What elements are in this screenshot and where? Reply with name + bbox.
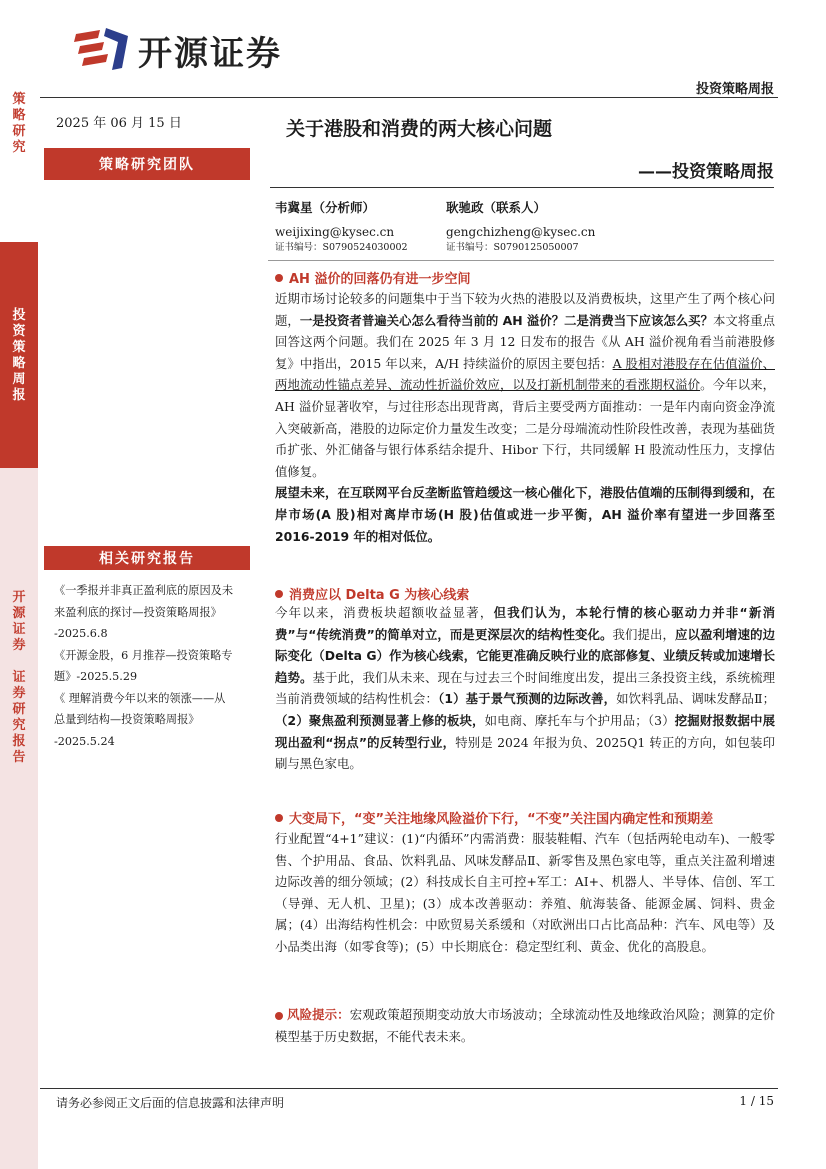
related-report-line[interactable]: 总量到结构—投资策略周报》	[54, 713, 200, 726]
bullet-dot-icon	[275, 590, 283, 598]
strip-char: 究	[12, 718, 26, 733]
strip-char: 策	[12, 92, 26, 107]
body-bold-text: 一是投资者普遍关心怎么看待当前的 AH 溢价？二是消费当下应该怎么买？	[299, 312, 713, 328]
footer-disclaimer[interactable]: 请务必参阅正文后面的信息披露和法律声明	[56, 1096, 285, 1110]
strip-char: 策	[12, 340, 26, 355]
section-heading	[275, 808, 713, 827]
strip-char: 开	[12, 590, 26, 605]
section-heading	[275, 268, 470, 287]
related-report-line[interactable]: 来盈利底的探讨—投资策略周报》	[54, 605, 222, 619]
strip-char: 证	[12, 622, 26, 637]
body-text: 本文将重点回答这两个问题。我们在 2025 年 3 月 12 日发布的报告《从 AH 溢价视角看当前港股修复》中指出，2015 年以来，A/H 持续溢价的原因主要包括：	[275, 312, 775, 371]
body-bold-text: （1）基于景气预测的边际改善，	[438, 691, 617, 707]
risk-text: 宏观政策超预期变动放大市场波动；全球流动性及地缘政治风险；测算的定价模型基于历史数据，不能代表未来。	[275, 1007, 776, 1044]
body-bold-text: 应以盈利增速的边际变化（Delta G）作为核心线索，它能更准确反映行业的底部修复、业绩反转或加速增长趋势。	[275, 626, 775, 685]
bullet-dot-icon	[275, 1012, 283, 1020]
body-bold-text: （2）聚焦盈利预测显著上修的板块，	[275, 712, 485, 728]
related-report-line[interactable]: 《开源金股，6 月推荐—投资策略专	[54, 648, 233, 662]
related-report-line: 题》-2025.5.29	[54, 670, 138, 683]
brand-logo	[74, 26, 314, 74]
related-reports-list	[54, 580, 254, 752]
report-date: 2025 年 06 月 15 日	[56, 116, 182, 131]
section-heading-text: 消费应以 Delta G 为核心线索	[289, 588, 470, 603]
related-report-line[interactable]: 《 理解消费今年以来的领涨——从	[54, 691, 226, 705]
strip-char: 略	[12, 108, 26, 123]
body-underlined-text: A 股相对港股存在估值溢价、两地流动性锚点差异、流动性折溢价效应，以及打新机制带来的看涨期权溢价	[275, 355, 775, 393]
body-text: 如饮料乳品、调味发酵品Ⅱ；	[616, 691, 776, 707]
left-side-strip	[0, 88, 38, 1169]
body-text: 。今年以来，AH 溢价显著收窄，与过往形态出现背离，背后主要受两方面推动：一是年内南向资金净流入突破新高，港股的边际定价力量发生改变；二是分母端流动性阶段性改善，表现为基础货币扩张、外汇储备与银行体系结余提升、Hibor 下行，共同缓解 H 股流动性压力，支撑估值修复。	[275, 377, 776, 479]
section-heading	[275, 584, 469, 603]
author-name: 耿驰政（联系人）	[446, 200, 547, 215]
related-reports-label: 相关研究报告	[44, 546, 250, 570]
body-text: 今年以来，消费板块超额收益显著，	[275, 605, 494, 620]
body-text: 近期市场讨论较多的问题集中于当下较为火热的港股以及消费板块，这里产生了两个核心问题，	[275, 291, 775, 328]
report-title: 关于港股和消费的两大核心问题	[286, 118, 553, 140]
strip-char: 周	[12, 372, 26, 387]
strip-char: 告	[12, 750, 26, 765]
body-bold-text: 展望未来，在互联网平台反垄断监管趋缓这一核心催化下，港股估值端的压制得到缓和，在岸市场(A 股)相对离岸市场(H 股)估值或进一步平衡，AH 溢价率有望进一步回落至 2016-2019 年的相对低位。	[275, 485, 775, 544]
strip-char: 券	[12, 638, 26, 653]
body-bold-text: 挖掘财报数据中展现出盈利“拐点”的反转型行业，	[275, 712, 776, 750]
body-bold-text: 但我们认为，本轮行情的核心驱动力并非“新消费”与“传统消费”的简单对立，而是更深层次的结构性变化。	[275, 605, 775, 642]
strip-char: 源	[12, 606, 26, 621]
author-cert: 证书编号：S0790125050007	[446, 242, 579, 253]
strip-char: 究	[12, 140, 26, 155]
body-text: 我们提出，	[612, 626, 676, 642]
strip-char: 略	[12, 356, 26, 371]
strip-char: 报	[12, 734, 26, 749]
strip-char	[17, 654, 22, 670]
strip-mid-label	[0, 242, 38, 468]
section-heading-text: AH 溢价的回落仍有进一步空间	[289, 272, 471, 287]
author-block	[275, 200, 408, 256]
section-heading-text: 大变局下，“变”关注地缘风险溢价下行，“不变”关注国内确定性和预期差	[289, 812, 714, 827]
bullet-dot-icon	[275, 274, 283, 282]
author-email[interactable]: gengchizheng@kysec.cn	[446, 225, 596, 239]
strip-char: 研	[12, 124, 26, 139]
strip-char: 研	[12, 702, 26, 717]
authors-divider	[268, 260, 774, 261]
related-report-line: -2025.6.8	[54, 627, 108, 640]
body-text: 基于此，我们从未来、现在与过去三个时间维度出发，提出三条投资主线，系统梳理当前消费领域的结构性机会：	[275, 669, 776, 707]
footer-divider	[40, 1088, 778, 1089]
report-subtitle: ——投资策略周报	[638, 162, 774, 182]
kaiyuan-logo-icon	[74, 28, 130, 72]
team-label: 策略研究团队	[44, 148, 250, 180]
strip-char: 券	[12, 686, 26, 701]
risk-label: 风险提示：	[287, 1007, 350, 1022]
body-text: 如电商、摩托车与个护用品；（3）	[484, 712, 675, 728]
related-report-line[interactable]: 《一季报并非真正盈利底的原因及未	[54, 584, 234, 597]
strip-bottom-label	[0, 468, 38, 1169]
section-paragraph	[275, 288, 775, 547]
bullet-dot-icon	[275, 814, 283, 822]
brand-name: 开源证券	[138, 33, 282, 74]
body-text: 特别是 2024 年报为负、2025Q1 转正的方向，如包装印刷与黑色家电。	[275, 734, 775, 772]
page-number: 1 / 15	[739, 1094, 774, 1108]
strip-char: 证	[12, 670, 26, 685]
section-paragraph	[275, 602, 775, 775]
body-text: 行业配置“4+1”建议：(1)“内循环”内需消费：服装鞋帽、汽车（包括两轮电动车)、一般零售、个护用品、食品、饮料乳品、风味发酵品Ⅱ、新零售及黑色家电等，重点关注盈利增速边际改善的细分领域；(2）科技成长自主可控+军工：AI+、机器人、半导体、信创、军工（导弹、无人机、卫星)；(3）成本改善驱动：养殖、航海装备、能源金属、饲料、贵金属；(4）出海结构性机会：中欧贸易关系缓和（对欧洲出口占比高品种：汽车、风电等）及小品类出海（如零食等)；(5）中长期底仓：稳定型红利、黄金、优化的高股息。	[275, 831, 775, 954]
author-cert: 证书编号：S0790524030002	[275, 242, 408, 253]
header-divider	[40, 97, 778, 98]
strip-char: 投	[12, 308, 26, 323]
section-paragraph	[275, 828, 775, 958]
strip-char: 报	[12, 388, 26, 403]
strip-top-label	[0, 88, 38, 246]
title-divider	[270, 187, 774, 188]
author-block	[446, 200, 595, 256]
related-report-line: -2025.5.24	[54, 734, 115, 748]
risk-paragraph	[275, 1004, 775, 1047]
author-email[interactable]: weijixing@kysec.cn	[275, 225, 395, 239]
strip-char: 资	[12, 324, 26, 339]
author-name: 韦冀星（分析师）	[275, 200, 376, 215]
doc-type-label: 投资策略周报	[695, 82, 774, 97]
